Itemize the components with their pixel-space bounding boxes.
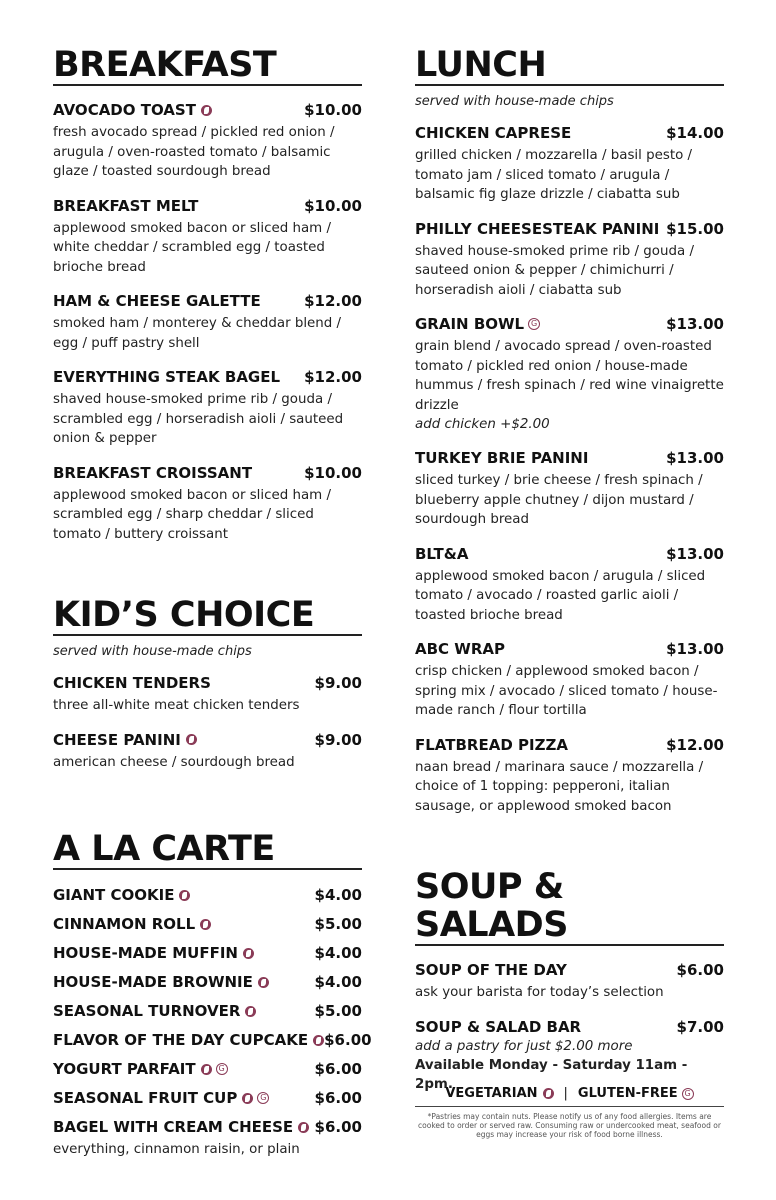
legend-gluten-free-label: GLUTEN-FREE [577,1086,678,1101]
left-column [53,45,372,1160]
menu-item-name-wrap [53,291,261,311]
menu-item [415,735,724,817]
menu-item-header [53,885,362,905]
legend-separator: | [563,1086,568,1101]
menu-item-name: YOGURT PARFAIT [53,1060,196,1078]
menu-item-name-wrap [53,1030,324,1050]
carte-title: A LA CARTE [53,830,362,870]
menu-item-name: BLT&A [415,544,469,563]
menu-item-price: $13.00 [666,640,724,658]
breakfast-section [53,46,362,544]
menu-item-name-wrap [415,960,567,980]
menu-item-header [53,196,362,216]
lunch-subtitle: served with house-made chips [415,94,614,109]
menu-item-price: $14.00 [666,124,724,142]
menu-item [415,639,724,721]
menu-item-name-wrap [415,123,571,143]
menu-item-note: add a pastry for just $2.00 more [415,1038,633,1054]
menu-item-name-wrap [53,100,212,120]
menu-item-price: $5.00 [314,915,362,933]
menu-item-name: CINNAMON ROLL [53,915,196,933]
menu-item [415,1017,724,1094]
menu-item-price: $5.00 [314,1002,362,1020]
soup-section [415,868,724,1094]
kids-title: KID’S CHOICE [53,596,362,636]
menu-item-price: $13.00 [666,315,724,333]
menu-item-header [415,448,724,468]
lunch-items [415,123,724,816]
menu-item-name: GIANT COOKIE [53,886,175,904]
menu-item-name: FLAVOR OF THE DAY CUPCAKE [53,1031,309,1049]
menu-item-name: BAGEL WITH CREAM CHEESE [53,1118,294,1136]
menu-item-description: grain blend / avocado spread / oven-roasted tomato / pickled red onion / house-made hummus / fresh spinach / red wine vinaigrette drizzle [415,339,724,413]
menu-item [53,1117,362,1160]
vegetarian-icon [298,1122,309,1133]
menu-item [53,673,362,716]
menu-item-price: $4.00 [314,973,362,991]
menu-item-name-wrap [53,367,280,387]
vegetarian-icon [201,105,212,116]
kids-subtitle: served with house-made chips [53,644,252,659]
gluten-free-icon: G [682,1088,694,1100]
vegetarian-icon [258,977,269,988]
vegetarian-icon [200,919,211,930]
menu-item-price: $6.00 [324,1031,372,1049]
menu-item-name-wrap [53,1001,256,1021]
menu-item-description: smoked ham / monterey & cheddar blend / egg / puff pastry shell [53,316,342,351]
dietary-legend [415,1086,724,1101]
menu-item-price: $6.00 [676,961,724,979]
menu-item [53,943,362,963]
menu-item-price: $15.00 [666,219,724,238]
menu-item [415,123,724,205]
menu-item [415,544,724,626]
menu-item-description: american cheese / sourdough bread [53,754,295,770]
menu-item-price: $13.00 [666,544,724,563]
vegetarian-icon [186,734,197,745]
menu-item [53,914,362,934]
menu-item-price: $13.00 [666,449,724,467]
legend-vegetarian-label: VEGETARIAN [445,1086,538,1101]
menu-item-header [53,972,362,992]
menu-item-note: add chicken +$2.00 [415,417,550,432]
menu-item-name-wrap [53,1059,228,1079]
menu-item-price: $6.00 [314,1089,362,1107]
menu-item [53,463,362,545]
menu-item-header [415,219,724,239]
menu-item [53,367,362,449]
menu-item-header [53,1059,362,1079]
menu-item-description: three all-white meat chicken tenders [53,698,300,713]
menu-item-name: CHICKEN TENDERS [53,674,211,692]
menu-item-name-wrap [415,1017,581,1037]
menu-item-header [53,943,362,963]
menu-item-name: EVERYTHING STEAK BAGEL [53,368,281,386]
menu-item-description: applewood smoked bacon or sliced ham / scrambled egg / sharp cheddar / sliced tomato / buttery croissant [53,487,331,542]
menu-item-name-wrap [415,544,468,564]
menu-item-name: SEASONAL FRUIT CUP [53,1089,238,1107]
menu-item-price: $6.00 [314,1118,362,1136]
gluten-free-icon: G [528,318,540,330]
menu-item-description: fresh avocado spread / pickled red onion / arugula / oven-roasted tomato / balsamic glaze / toasted sourdough bread [53,125,335,179]
menu-item [53,1059,362,1079]
menu-item [415,219,724,301]
soup-items [415,960,724,1094]
menu-item-name-wrap [415,448,588,468]
carte-section [53,829,372,1160]
menu-item [415,448,724,530]
menu-item [53,196,362,278]
menu-item-description: grilled chicken / mozzarella / basil pesto / tomato jam / sliced tomato / arugula / balsamic fig glaze drizzle / ciabatta sub [415,148,693,202]
menu-item-header [53,1001,362,1021]
menu-item-price: $12.00 [304,368,362,386]
menu-item-name-wrap [53,914,211,934]
breakfast-items [53,100,362,544]
vegetarian-icon [179,890,190,901]
menu-item-header [415,1017,724,1037]
gluten-free-icon: G [216,1063,228,1075]
menu-item-name: HAM & CHEESE GALETTE [53,292,261,310]
menu-item-description: applewood smoked bacon or sliced ham / white cheddar / scrambled egg / toasted brioche bread [53,220,331,275]
menu-item-name-wrap [415,314,540,334]
menu-item-name: TURKEY BRIE PANINI [415,449,589,467]
menu-item-description: naan bread / marinara sauce / mozzarella / choice of 1 topping: pepperoni, italian sausage, or applewood smoked bacon [415,759,704,814]
menu-item-name: GRAIN BOWL [415,315,525,333]
menu-item-name: CHICKEN CAPRESE [415,124,572,142]
menu-item [415,960,724,1003]
menu-item-name-wrap [53,972,269,992]
menu-item-name: HOUSE-MADE BROWNIE [53,973,253,991]
allergy-disclaimer: *Pastries may contain nuts. Please notify us of any food allergies. Items are cooked to order or served raw. Consuming raw or undercooked meat, seafood or eggs may increase your risk of food borne illness. [415,1106,724,1139]
menu-item-header [53,367,362,387]
menu-item-price: $10.00 [304,196,362,215]
menu-item-name: CHEESE PANINI [53,730,181,749]
menu-item-price: $12.00 [666,735,724,754]
menu-item-name-wrap [53,463,252,483]
menu-item-header [53,1117,362,1137]
menu-item-header [53,673,362,693]
right-column [415,46,724,1094]
menu-item-header [53,1030,372,1050]
kids-section [53,596,362,772]
menu-item-name-wrap [53,943,254,963]
vegetarian-icon [242,1093,253,1104]
menu-item-name-wrap [415,735,568,755]
menu-item-header [53,291,362,311]
menu-item [53,972,362,992]
menu-item-description: everything, cinnamon raisin, or plain [53,1142,300,1157]
menu-item-header [53,463,362,483]
menu-item [53,291,362,353]
vegetarian-icon [243,948,254,959]
menu-item-name-wrap [53,673,211,693]
menu-item-name-wrap [53,1088,269,1108]
menu-item-name: PHILLY CHEESESTEAK PANINI [415,219,660,238]
menu-item-name: SOUP & SALAD BAR [415,1017,582,1036]
menu-item-price: $4.00 [314,886,362,904]
menu-item-description: shaved house-smoked prime rib / gouda / scrambled egg / horseradish aioli / sauteed onion & pepper [53,392,344,446]
menu-item-name-wrap [53,730,197,750]
menu-item-price: $7.00 [676,1017,724,1036]
vegetarian-icon [313,1035,324,1046]
menu-item-price: $12.00 [304,292,362,310]
menu-item-name: SEASONAL TURNOVER [53,1002,241,1020]
menu-item [415,314,724,434]
menu-item-header [415,960,724,980]
menu-item-name-wrap [53,885,190,905]
menu-item-header [53,100,362,120]
menu-item-name: FLATBREAD PIZZA [415,735,568,754]
menu-item-name-wrap [53,196,198,216]
menu-item-header [415,314,724,334]
menu-item-price: $10.00 [304,101,362,119]
menu-item-name: BREAKFAST CROISSANT [53,463,253,482]
menu-item-description: ask your barista for today’s selection [415,985,664,1000]
menu-item-header [53,1088,362,1108]
menu-item-name: ABC WRAP [415,640,505,658]
menu-item-price: $9.00 [314,674,362,692]
kids-items [53,673,362,772]
menu-item-header [415,735,724,755]
menu-item-name: HOUSE-MADE MUFFIN [53,944,238,962]
carte-items [53,870,372,1160]
menu-item-description: crisp chicken / applewood smoked bacon / spring mix / avocado / sliced tomato / house-made ranch / flour tortilla [415,664,718,718]
menu-item-name: AVOCADO TOAST [53,101,196,119]
menu-item [53,885,362,905]
menu-item-name-wrap [415,219,659,239]
menu-item [53,1030,372,1050]
menu-item [53,730,362,773]
menu-item [53,100,362,182]
vegetarian-icon [543,1088,554,1099]
menu-item [53,1088,362,1108]
vegetarian-icon [245,1006,256,1017]
menu-item-header [53,730,362,750]
menu-item-price: $4.00 [314,944,362,962]
breakfast-title: BREAKFAST [53,46,362,86]
menu-item-header [415,544,724,564]
menu-item-name-wrap [415,639,505,659]
gluten-free-icon: G [257,1092,269,1104]
menu-item-header [53,914,362,934]
lunch-title: LUNCH [415,46,724,86]
menu-item-header [415,639,724,659]
lunch-section [415,46,724,816]
menu-item-description: sliced turkey / brie cheese / fresh spinach / blueberry apple chutney / dijon mustard / sourdough bread [415,473,703,527]
vegetarian-icon [201,1064,212,1075]
menu-item-availability: Available Monday - Saturday 11am - 2pm. [415,1057,688,1092]
menu-item [53,1001,362,1021]
menu-item-description: applewood smoked bacon / arugula / sliced tomato / avocado / roasted garlic aioli / toasted brioche bread [415,568,706,623]
menu-item-header [415,123,724,143]
menu-item-price: $9.00 [314,730,362,749]
menu-item-description: shaved house-smoked prime rib / gouda / sauteed onion & pepper / chimichurri / horseradish aioli / ciabatta sub [415,243,694,298]
menu-item-price: $10.00 [304,463,362,482]
menu-item-price: $6.00 [314,1060,362,1078]
soup-title: SOUP & SALADS [415,868,724,946]
menu-item-name-wrap [53,1117,309,1137]
menu-item-name: SOUP OF THE DAY [415,961,567,979]
menu-item-name: BREAKFAST MELT [53,196,199,215]
